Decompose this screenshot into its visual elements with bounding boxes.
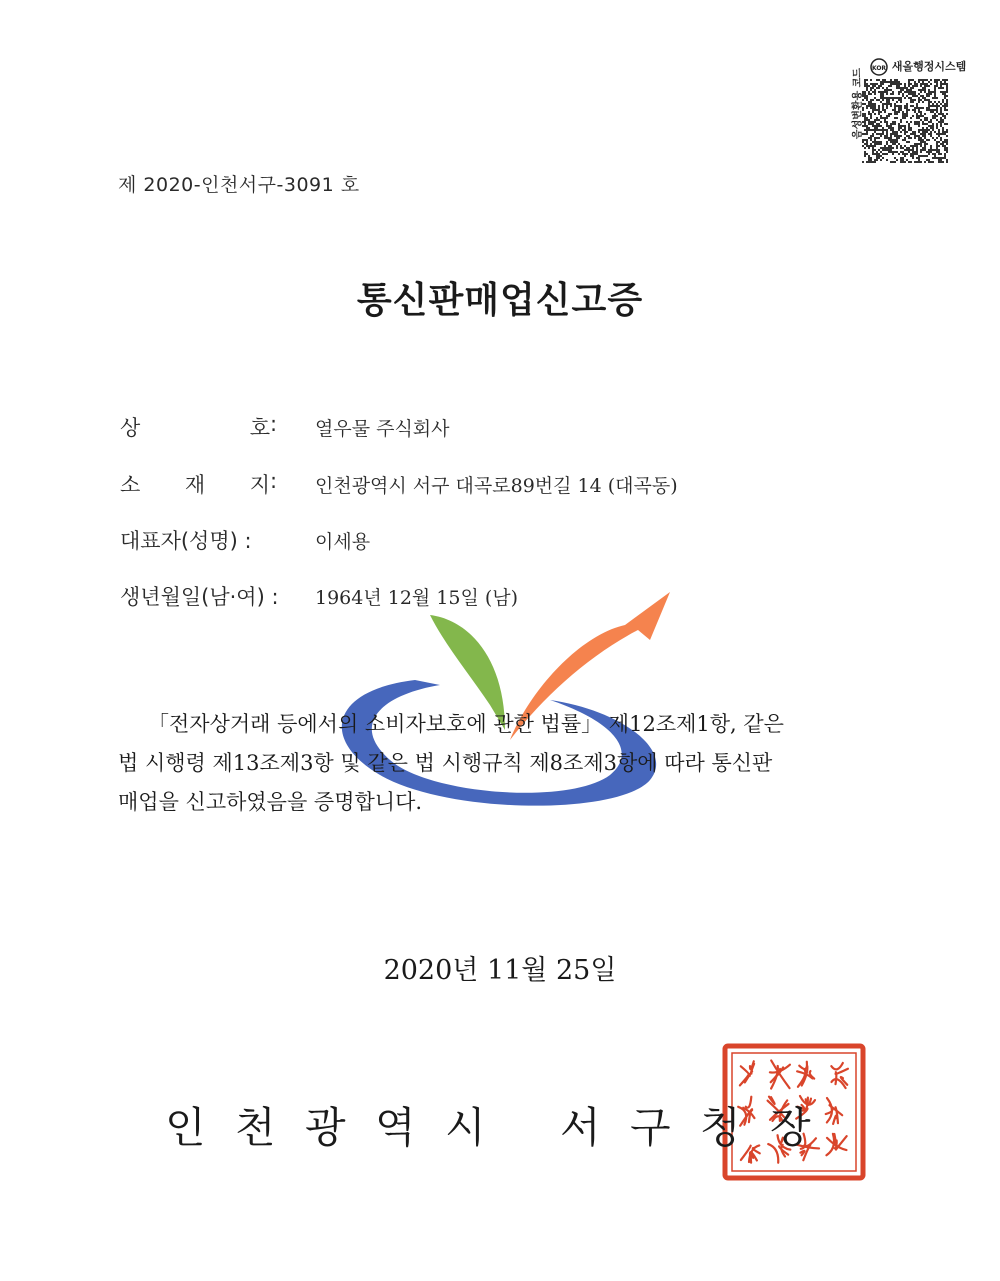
kor-badge-text: KOR	[871, 65, 887, 72]
qr-system-name: 새올행정시스템	[891, 60, 967, 73]
kor-badge-icon	[870, 58, 888, 76]
document-number: 제 2020-인천서구-3091 호	[118, 174, 360, 196]
field-value-company: 열우물 주식회사	[315, 418, 450, 440]
field-value-address: 인천광역시 서구 대곡로89번길 14 (대곡동)	[315, 475, 678, 497]
statement-line-3: 매업을 신고하였음을 증명합니다.	[118, 790, 423, 814]
document-title: 통신판매업신고증	[356, 280, 644, 321]
qr-label-top	[870, 58, 966, 76]
field-label-representative: 대표자(성명) :	[120, 529, 252, 553]
qr-label-side: 음성변환용 코드	[852, 67, 864, 140]
field-label-birthdate: 생년월일(남·여) :	[120, 585, 279, 609]
statement-line-2: 법 시행령 제13조제3항 및 같은 법 시행규칙 제8조제3항에 따라 통신판	[118, 751, 773, 775]
certification-statement	[118, 705, 888, 822]
issuer-name: 인 천 광 역 시 서 구 청 장	[165, 1103, 811, 1152]
field-label-company: 상 호 :	[120, 412, 278, 440]
field-value-birthdate: 1964년 12월 15일 (남)	[315, 587, 519, 609]
field-label-address: 소 재 지 :	[120, 469, 278, 497]
field-value-representative: 이세용	[315, 531, 371, 553]
issue-date: 2020년 11월 25일	[383, 955, 617, 986]
statement-line-1: 「전자상거래 등에서의 소비자보호에 관한 법률」 제12조제1항, 같은	[148, 712, 784, 736]
